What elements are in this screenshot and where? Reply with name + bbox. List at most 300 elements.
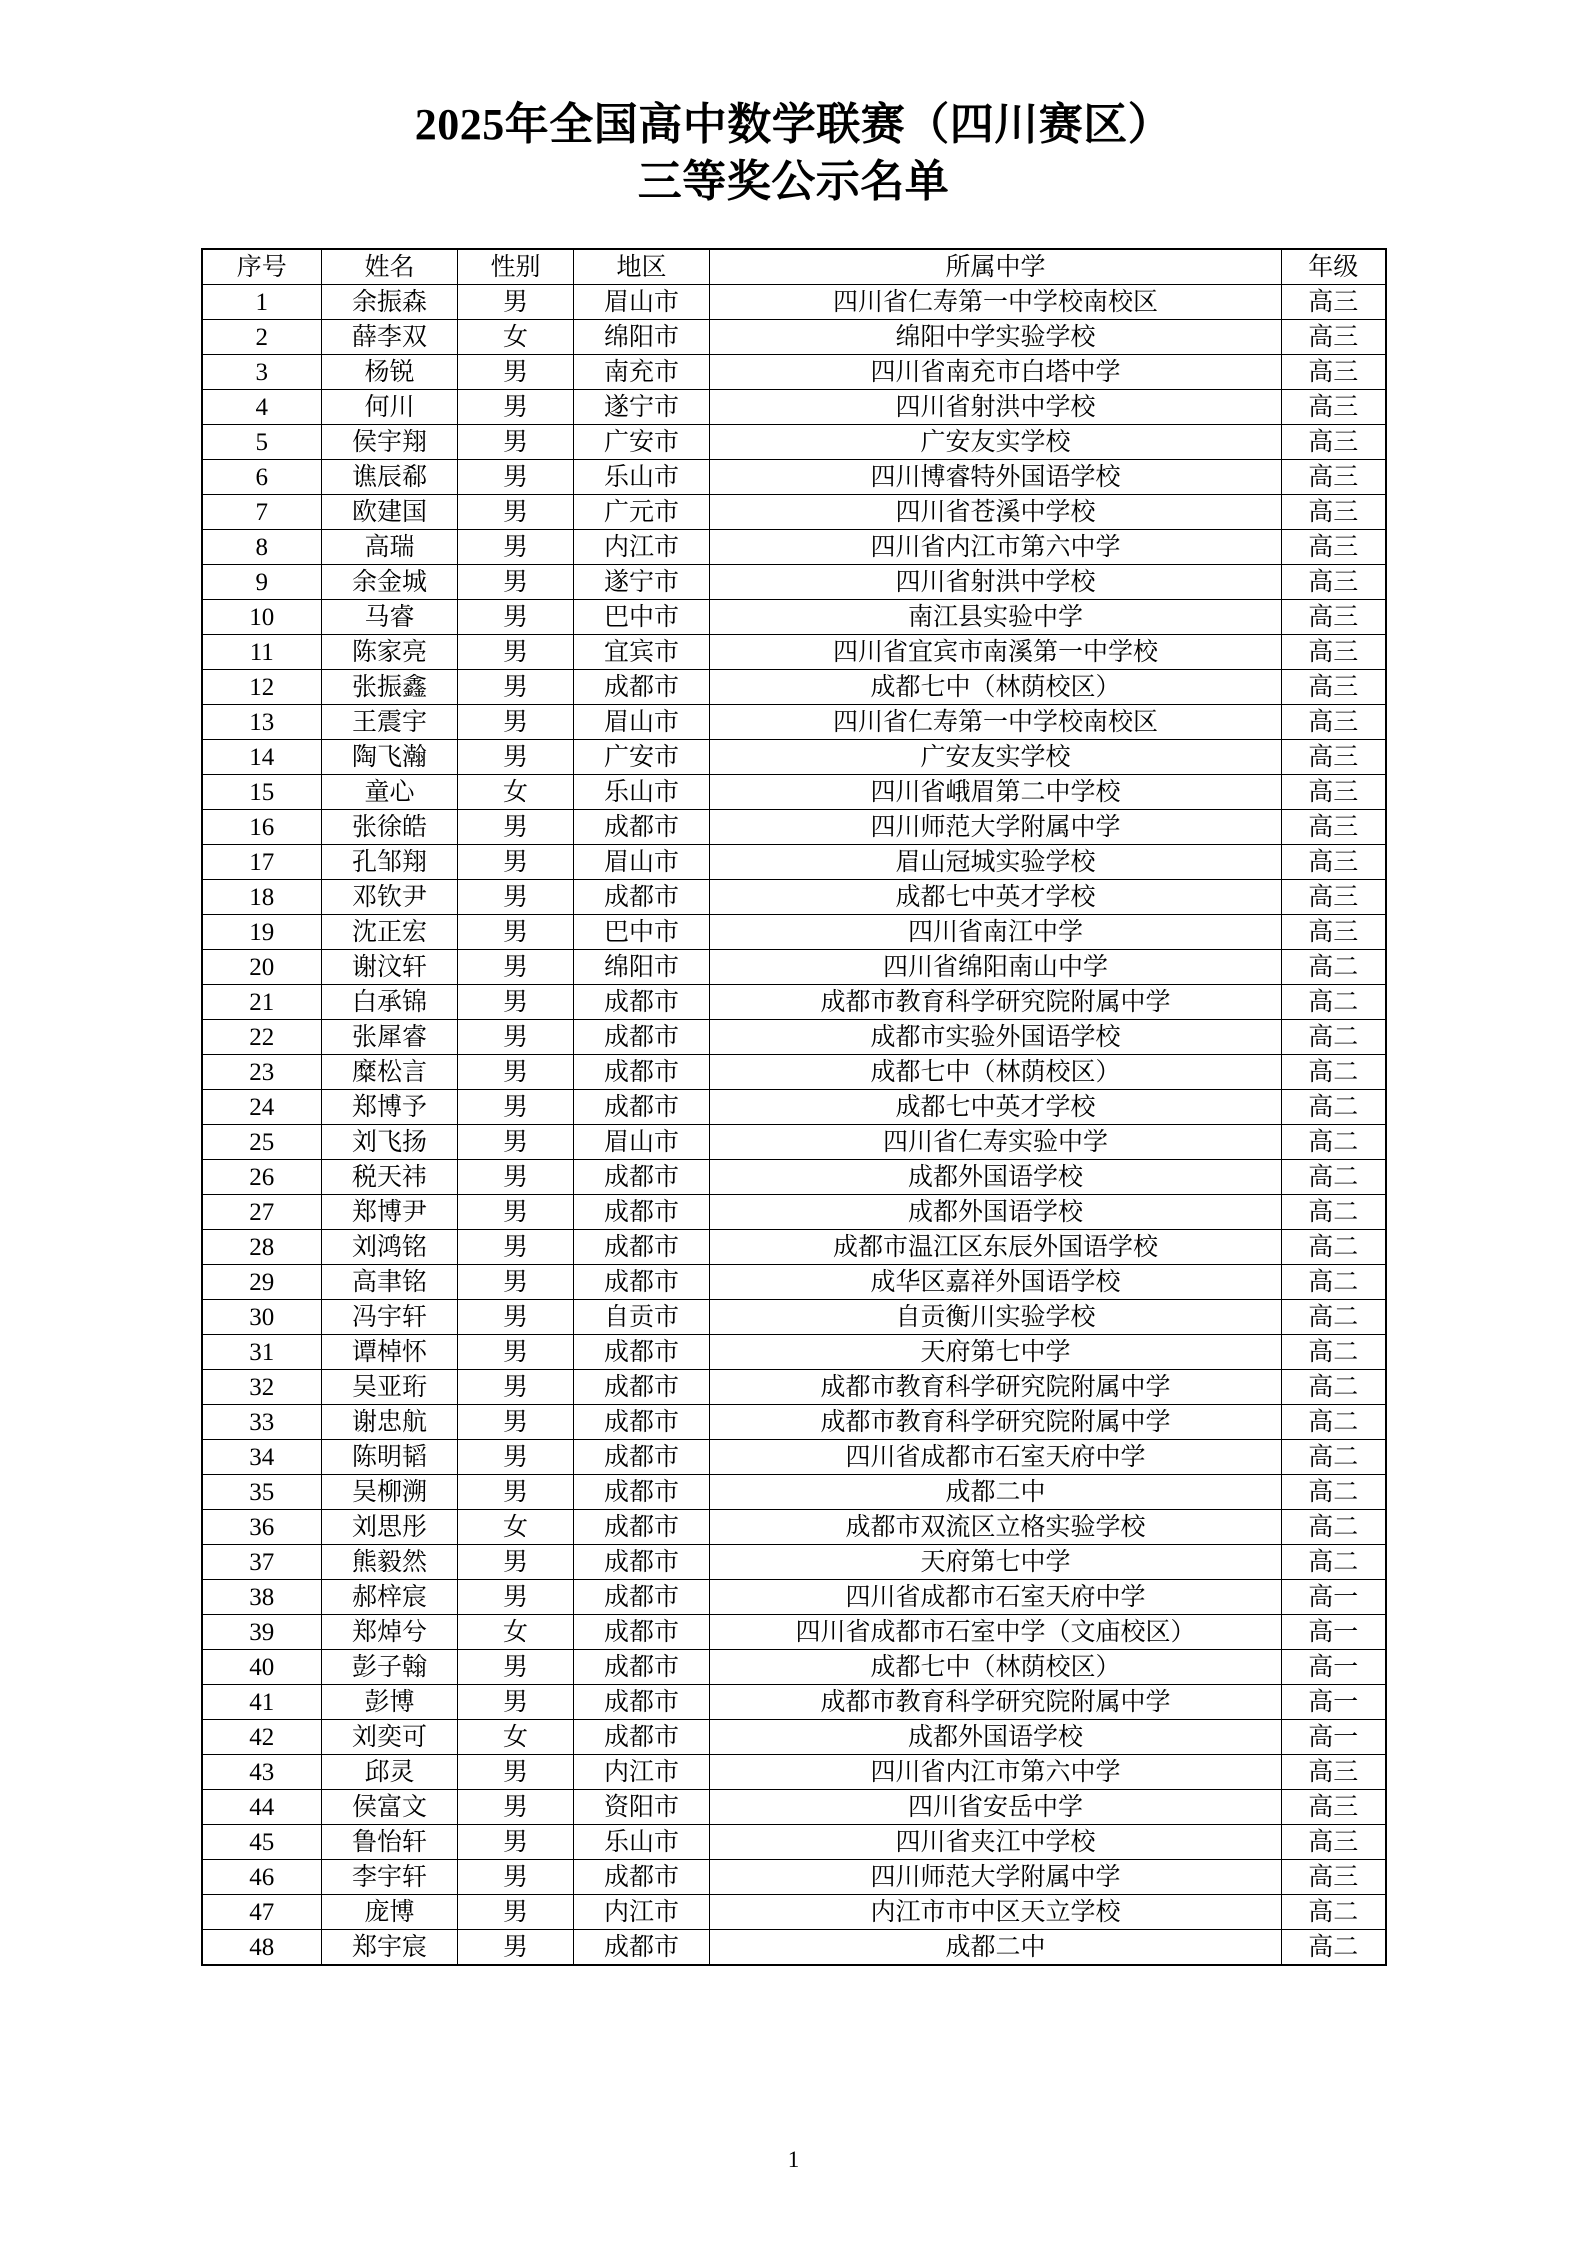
cell-name: 刘鸿铭 [322,1230,458,1265]
cell-school: 四川博睿特外国语学校 [710,460,1282,495]
cell-school: 四川省射洪中学校 [710,565,1282,600]
cell-region: 成都市 [574,1720,710,1755]
cell-gender: 男 [458,810,574,845]
table-row [202,775,1386,810]
cell-gender: 男 [458,495,574,530]
cell-name: 税天祎 [322,1160,458,1195]
cell-seq: 18 [202,880,322,915]
cell-school: 成都七中（林荫校区） [710,670,1282,705]
cell-region: 成都市 [574,1335,710,1370]
cell-school: 成都外国语学校 [710,1160,1282,1195]
cell-region: 成都市 [574,810,710,845]
cell-region: 成都市 [574,1265,710,1300]
cell-name: 谯辰郗 [322,460,458,495]
column-header-region: 地区 [574,249,710,285]
cell-name: 侯富文 [322,1790,458,1825]
cell-name: 彭子翰 [322,1650,458,1685]
cell-seq: 20 [202,950,322,985]
cell-gender: 男 [458,530,574,565]
cell-region: 资阳市 [574,1790,710,1825]
table-row [202,390,1386,425]
cell-seq: 36 [202,1510,322,1545]
cell-name: 刘奕可 [322,1720,458,1755]
cell-region: 成都市 [574,1580,710,1615]
cell-seq: 29 [202,1265,322,1300]
cell-grade: 高二 [1282,1300,1386,1335]
cell-region: 成都市 [574,1405,710,1440]
cell-seq: 34 [202,1440,322,1475]
table-row [202,1370,1386,1405]
cell-school: 成都市教育科学研究院附属中学 [710,1405,1282,1440]
cell-school: 四川师范大学附属中学 [710,810,1282,845]
cell-grade: 高二 [1282,1090,1386,1125]
cell-name: 孔邹翔 [322,845,458,880]
cell-name: 薛李双 [322,320,458,355]
table-row [202,1755,1386,1790]
cell-grade: 高三 [1282,495,1386,530]
cell-school: 自贡衡川实验学校 [710,1300,1282,1335]
table-row [202,1230,1386,1265]
cell-name: 谢忠航 [322,1405,458,1440]
cell-grade: 高二 [1282,1335,1386,1370]
cell-gender: 男 [458,1895,574,1930]
cell-gender: 男 [458,705,574,740]
cell-gender: 男 [458,285,574,320]
cell-grade: 高二 [1282,1895,1386,1930]
cell-seq: 7 [202,495,322,530]
cell-grade: 高三 [1282,460,1386,495]
cell-name: 庞博 [322,1895,458,1930]
cell-name: 陶飞瀚 [322,740,458,775]
column-header-name: 姓名 [322,249,458,285]
table-row [202,285,1386,320]
cell-grade: 高三 [1282,810,1386,845]
cell-school: 四川省成都市石室天府中学 [710,1440,1282,1475]
cell-seq: 28 [202,1230,322,1265]
cell-grade: 高三 [1282,775,1386,810]
cell-region: 成都市 [574,1370,710,1405]
cell-name: 吴亚珩 [322,1370,458,1405]
cell-school: 四川省绵阳南山中学 [710,950,1282,985]
cell-seq: 5 [202,425,322,460]
cell-grade: 高二 [1282,1055,1386,1090]
cell-seq: 44 [202,1790,322,1825]
cell-grade: 高二 [1282,1160,1386,1195]
cell-grade: 高三 [1282,915,1386,950]
cell-name: 白承锦 [322,985,458,1020]
cell-name: 谢汶轩 [322,950,458,985]
cell-region: 成都市 [574,670,710,705]
cell-school: 广安友实学校 [710,425,1282,460]
cell-region: 成都市 [574,1545,710,1580]
cell-school: 四川省内江市第六中学 [710,530,1282,565]
column-header-gender: 性别 [458,249,574,285]
cell-name: 陈明韬 [322,1440,458,1475]
cell-region: 成都市 [574,1475,710,1510]
cell-school: 广安友实学校 [710,740,1282,775]
cell-gender: 女 [458,1615,574,1650]
document-title [0,0,1587,210]
cell-grade: 高二 [1282,1020,1386,1055]
cell-grade: 高三 [1282,530,1386,565]
cell-school: 成都市教育科学研究院附属中学 [710,985,1282,1020]
cell-region: 广安市 [574,425,710,460]
cell-gender: 男 [458,1825,574,1860]
cell-school: 成都二中 [710,1930,1282,1966]
cell-seq: 40 [202,1650,322,1685]
cell-seq: 15 [202,775,322,810]
cell-name: 张振鑫 [322,670,458,705]
cell-name: 郑博予 [322,1090,458,1125]
cell-region: 眉山市 [574,1125,710,1160]
cell-region: 绵阳市 [574,950,710,985]
cell-region: 成都市 [574,1230,710,1265]
cell-region: 成都市 [574,1055,710,1090]
cell-school: 四川省苍溪中学校 [710,495,1282,530]
cell-gender: 男 [458,1160,574,1195]
cell-seq: 10 [202,600,322,635]
cell-name: 郑博尹 [322,1195,458,1230]
table-row [202,425,1386,460]
cell-region: 成都市 [574,1020,710,1055]
cell-seq: 43 [202,1755,322,1790]
cell-grade: 高三 [1282,670,1386,705]
cell-region: 自贡市 [574,1300,710,1335]
cell-gender: 男 [458,1265,574,1300]
cell-gender: 男 [458,1755,574,1790]
cell-name: 侯宇翔 [322,425,458,460]
column-header-school: 所属中学 [710,249,1282,285]
table-row [202,600,1386,635]
cell-region: 乐山市 [574,460,710,495]
cell-grade: 高三 [1282,1825,1386,1860]
cell-gender: 男 [458,1930,574,1966]
table-row [202,1650,1386,1685]
column-header-seq: 序号 [202,249,322,285]
cell-seq: 37 [202,1545,322,1580]
cell-school: 四川省射洪中学校 [710,390,1282,425]
cell-school: 成都外国语学校 [710,1720,1282,1755]
cell-region: 遂宁市 [574,390,710,425]
cell-region: 成都市 [574,1860,710,1895]
table-row [202,1790,1386,1825]
table-row [202,1825,1386,1860]
table-row [202,1475,1386,1510]
cell-gender: 男 [458,635,574,670]
cell-seq: 24 [202,1090,322,1125]
cell-gender: 男 [458,355,574,390]
table-row [202,1195,1386,1230]
cell-region: 眉山市 [574,845,710,880]
title-line-1: 2025年全国高中数学联赛（四川赛区） [414,100,1173,149]
cell-seq: 22 [202,1020,322,1055]
cell-name: 郑宇宸 [322,1930,458,1966]
cell-school: 成都七中英才学校 [710,880,1282,915]
cell-region: 眉山市 [574,705,710,740]
cell-name: 刘思彤 [322,1510,458,1545]
cell-name: 李宇轩 [322,1860,458,1895]
cell-grade: 高二 [1282,1475,1386,1510]
cell-grade: 高一 [1282,1685,1386,1720]
cell-seq: 31 [202,1335,322,1370]
cell-gender: 男 [458,1650,574,1685]
cell-region: 成都市 [574,1195,710,1230]
cell-gender: 男 [458,1860,574,1895]
cell-grade: 高二 [1282,1195,1386,1230]
cell-gender: 男 [458,740,574,775]
cell-grade: 高二 [1282,1405,1386,1440]
cell-grade: 高三 [1282,1790,1386,1825]
table-row [202,635,1386,670]
cell-gender: 男 [458,950,574,985]
table-row [202,740,1386,775]
cell-seq: 30 [202,1300,322,1335]
cell-school: 成都七中（林荫校区） [710,1055,1282,1090]
cell-gender: 女 [458,1720,574,1755]
cell-region: 绵阳市 [574,320,710,355]
cell-grade: 高三 [1282,845,1386,880]
cell-region: 广安市 [574,740,710,775]
cell-gender: 男 [458,1300,574,1335]
cell-gender: 男 [458,1020,574,1055]
roster-table [201,248,1387,1966]
cell-name: 王震宇 [322,705,458,740]
cell-name: 马睿 [322,600,458,635]
cell-gender: 男 [458,1685,574,1720]
cell-seq: 26 [202,1160,322,1195]
table-row [202,810,1386,845]
table-row [202,1895,1386,1930]
table-row [202,460,1386,495]
cell-name: 沈正宏 [322,915,458,950]
cell-region: 内江市 [574,530,710,565]
cell-seq: 27 [202,1195,322,1230]
column-header-grade: 年级 [1282,249,1386,285]
cell-seq: 13 [202,705,322,740]
cell-school: 南江县实验中学 [710,600,1282,635]
cell-seq: 48 [202,1930,322,1966]
cell-name: 余振森 [322,285,458,320]
cell-grade: 高二 [1282,1230,1386,1265]
cell-region: 乐山市 [574,1825,710,1860]
cell-school: 成都市教育科学研究院附属中学 [710,1685,1282,1720]
cell-gender: 男 [458,915,574,950]
cell-seq: 38 [202,1580,322,1615]
cell-name: 冯宇轩 [322,1300,458,1335]
cell-seq: 45 [202,1825,322,1860]
cell-gender: 男 [458,1440,574,1475]
cell-school: 四川省仁寿第一中学校南校区 [710,705,1282,740]
cell-region: 成都市 [574,1650,710,1685]
cell-name: 童心 [322,775,458,810]
table-row [202,1440,1386,1475]
table-row [202,1160,1386,1195]
cell-grade: 高二 [1282,985,1386,1020]
cell-seq: 9 [202,565,322,600]
cell-seq: 47 [202,1895,322,1930]
cell-name: 郑焯兮 [322,1615,458,1650]
cell-seq: 25 [202,1125,322,1160]
table-row [202,1300,1386,1335]
title-line-2: 三等奖公示名单 [637,157,950,207]
table-row [202,1125,1386,1160]
cell-name: 彭博 [322,1685,458,1720]
cell-grade: 高一 [1282,1720,1386,1755]
cell-region: 宜宾市 [574,635,710,670]
table-row [202,1930,1386,1966]
cell-name: 郝梓宸 [322,1580,458,1615]
cell-seq: 42 [202,1720,322,1755]
table-row [202,670,1386,705]
cell-school: 成都市温江区东辰外国语学校 [710,1230,1282,1265]
cell-gender: 男 [458,1405,574,1440]
cell-grade: 高三 [1282,285,1386,320]
cell-seq: 6 [202,460,322,495]
table-row [202,1090,1386,1125]
cell-school: 四川省仁寿第一中学校南校区 [710,285,1282,320]
cell-school: 内江市市中区天立学校 [710,1895,1282,1930]
cell-name: 余金城 [322,565,458,600]
table-row [202,1510,1386,1545]
cell-region: 广元市 [574,495,710,530]
cell-region: 成都市 [574,1510,710,1545]
cell-grade: 高一 [1282,1650,1386,1685]
cell-name: 张徐皓 [322,810,458,845]
cell-school: 四川省峨眉第二中学校 [710,775,1282,810]
cell-region: 巴中市 [574,600,710,635]
cell-name: 糜松言 [322,1055,458,1090]
cell-school: 成都七中（林荫校区） [710,1650,1282,1685]
cell-gender: 男 [458,1195,574,1230]
cell-seq: 12 [202,670,322,705]
cell-region: 遂宁市 [574,565,710,600]
cell-seq: 11 [202,635,322,670]
table-header-row [202,249,1386,285]
cell-school: 四川省仁寿实验中学 [710,1125,1282,1160]
cell-region: 眉山市 [574,285,710,320]
cell-gender: 男 [458,670,574,705]
cell-region: 成都市 [574,1160,710,1195]
cell-school: 眉山冠城实验学校 [710,845,1282,880]
cell-gender: 男 [458,425,574,460]
cell-name: 吴柳溯 [322,1475,458,1510]
table-row [202,565,1386,600]
cell-name: 高瑞 [322,530,458,565]
cell-grade: 高三 [1282,600,1386,635]
table-row [202,880,1386,915]
cell-school: 四川省安岳中学 [710,1790,1282,1825]
cell-grade: 高三 [1282,320,1386,355]
cell-gender: 男 [458,1055,574,1090]
table-row [202,705,1386,740]
cell-region: 成都市 [574,1440,710,1475]
cell-name: 邓钦尹 [322,880,458,915]
table-row [202,1685,1386,1720]
cell-grade: 高三 [1282,425,1386,460]
cell-school: 成都市教育科学研究院附属中学 [710,1370,1282,1405]
table-row [202,320,1386,355]
cell-grade: 高二 [1282,1545,1386,1580]
cell-region: 乐山市 [574,775,710,810]
cell-seq: 4 [202,390,322,425]
cell-grade: 高三 [1282,1860,1386,1895]
cell-gender: 女 [458,1510,574,1545]
cell-grade: 高二 [1282,1510,1386,1545]
cell-region: 内江市 [574,1895,710,1930]
cell-school: 四川省宜宾市南溪第一中学校 [710,635,1282,670]
table-row [202,950,1386,985]
cell-name: 刘飞扬 [322,1125,458,1160]
cell-grade: 高二 [1282,1265,1386,1300]
cell-grade: 高三 [1282,565,1386,600]
cell-seq: 33 [202,1405,322,1440]
cell-grade: 高三 [1282,635,1386,670]
cell-seq: 16 [202,810,322,845]
roster-table-body [202,285,1386,1966]
cell-school: 成都外国语学校 [710,1195,1282,1230]
cell-school: 四川省内江市第六中学 [710,1755,1282,1790]
cell-gender: 男 [458,1580,574,1615]
table-row [202,1545,1386,1580]
cell-grade: 高一 [1282,1615,1386,1650]
cell-gender: 男 [458,1545,574,1580]
cell-grade: 高三 [1282,390,1386,425]
cell-school: 四川省成都市石室天府中学 [710,1580,1282,1615]
cell-seq: 46 [202,1860,322,1895]
cell-seq: 23 [202,1055,322,1090]
cell-grade: 高一 [1282,1580,1386,1615]
cell-region: 成都市 [574,1930,710,1966]
cell-gender: 男 [458,600,574,635]
cell-grade: 高三 [1282,1755,1386,1790]
table-row [202,1615,1386,1650]
table-row [202,355,1386,390]
cell-school: 成都七中英才学校 [710,1090,1282,1125]
cell-gender: 男 [458,1475,574,1510]
cell-seq: 17 [202,845,322,880]
cell-name: 欧建国 [322,495,458,530]
cell-gender: 男 [458,1790,574,1825]
cell-region: 南充市 [574,355,710,390]
cell-gender: 男 [458,565,574,600]
table-row [202,1580,1386,1615]
cell-seq: 19 [202,915,322,950]
cell-gender: 男 [458,1125,574,1160]
page-number: 1 [787,2147,800,2172]
cell-seq: 2 [202,320,322,355]
cell-gender: 女 [458,775,574,810]
table-row [202,985,1386,1020]
cell-seq: 1 [202,285,322,320]
cell-school: 天府第七中学 [710,1545,1282,1580]
cell-gender: 男 [458,880,574,915]
cell-school: 成都市实验外国语学校 [710,1020,1282,1055]
cell-grade: 高三 [1282,740,1386,775]
cell-region: 巴中市 [574,915,710,950]
table-row [202,1335,1386,1370]
cell-name: 陈家亮 [322,635,458,670]
cell-region: 成都市 [574,1090,710,1125]
table-row [202,1405,1386,1440]
cell-name: 邱灵 [322,1755,458,1790]
cell-grade: 高二 [1282,1370,1386,1405]
cell-school: 四川省南江中学 [710,915,1282,950]
table-row [202,1720,1386,1755]
table-row [202,1265,1386,1300]
cell-seq: 32 [202,1370,322,1405]
cell-grade: 高三 [1282,880,1386,915]
cell-school: 四川省夹江中学校 [710,1825,1282,1860]
